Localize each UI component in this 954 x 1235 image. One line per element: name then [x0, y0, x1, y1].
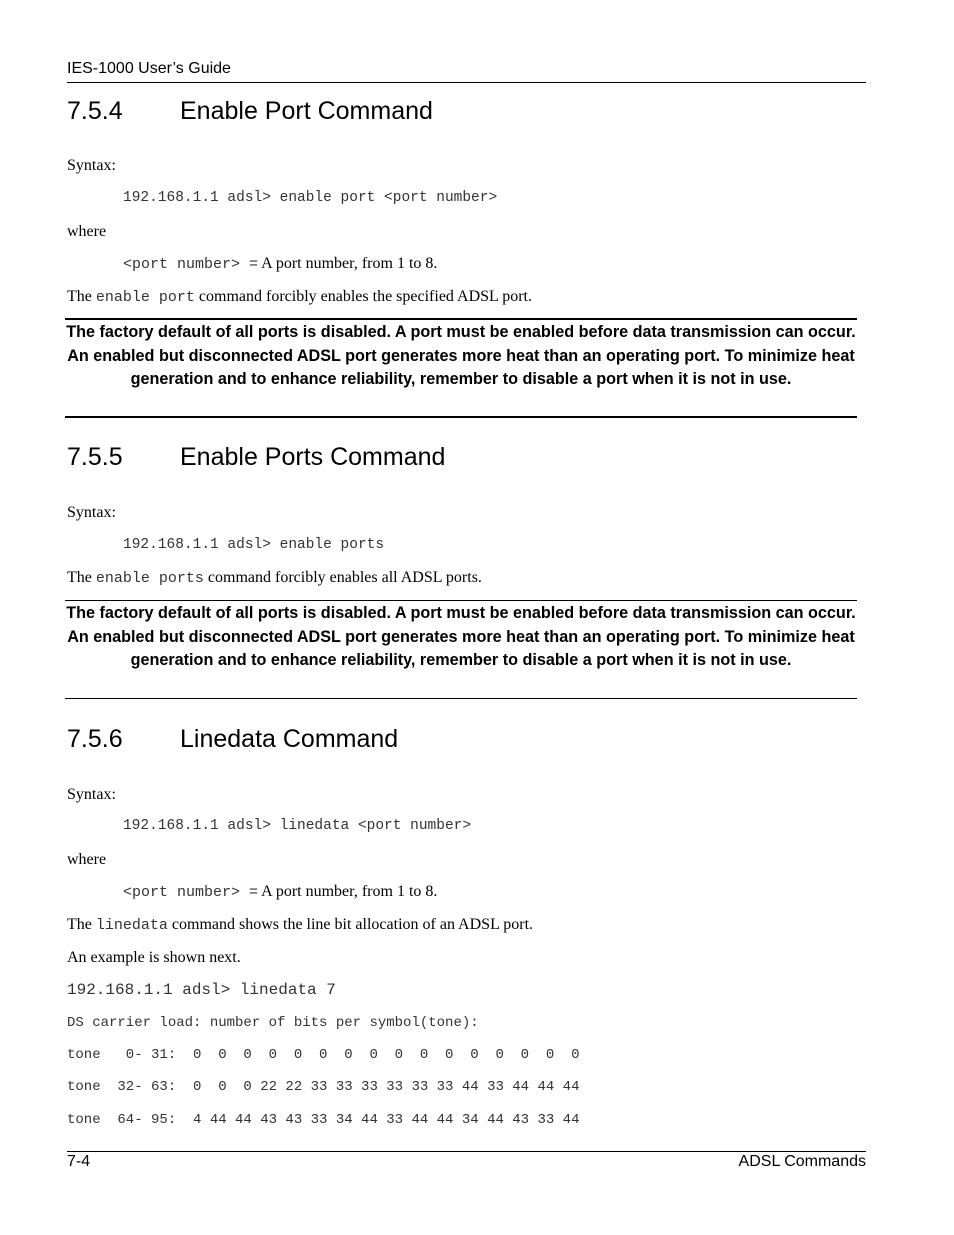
parameter-code: <port number> =: [123, 256, 259, 273]
description-prefix: The: [67, 288, 92, 305]
syntax-label: Syntax:: [67, 786, 116, 803]
chapter-name: ADSL Commands: [738, 1153, 866, 1170]
command-description: [67, 569, 482, 587]
parameter-description: A port number, from 1 to 8.: [261, 883, 438, 900]
command-name: linedata: [95, 917, 168, 934]
section-number: 7.5.5: [67, 443, 123, 471]
example-output-line: tone 32- 63: 0 0 0 22 22 33 33 33 33 33 33 44 33 44 44 44: [67, 1079, 580, 1095]
command-description: [67, 916, 533, 934]
syntax-code: 192.168.1.1 adsl> enable ports: [123, 537, 385, 553]
section-number: 7.5.6: [67, 725, 123, 753]
section-heading-enable-port: [67, 97, 867, 129]
header-rule: [67, 82, 866, 83]
description-text: command forcibly enables all ADSL ports.: [207, 569, 482, 586]
command-name: enable ports: [95, 570, 204, 587]
example-intro: An example is shown next.: [67, 949, 241, 966]
example-command: 192.168.1.1 adsl> linedata 7: [67, 981, 336, 999]
parameter-line: [123, 255, 437, 273]
command-description: [67, 288, 532, 306]
running-header: IES-1000 User’s Guide: [67, 60, 231, 77]
section-title: Linedata Command: [180, 725, 399, 753]
parameter-code: <port number> =: [123, 884, 259, 901]
syntax-code: 192.168.1.1 adsl> enable port <port number>: [123, 190, 498, 206]
note-box: The factory default of all ports is disabled. A port must be enabled before data transmission can occur. An enabled but disconnected ADSL port generates more heat than an operating port. To minimize heat generation and to enhance reliability, remember to disable a port when it is not in use.: [65, 318, 857, 418]
description-prefix: The: [67, 916, 92, 933]
description-text: command shows the line bit allocation of an ADSL port.: [171, 916, 534, 933]
parameter-line: [123, 883, 437, 901]
section-number: 7.5.4: [67, 97, 123, 125]
page-number: 7-4: [67, 1153, 91, 1170]
footer-rule: [67, 1151, 866, 1152]
command-name: enable port: [95, 289, 195, 306]
section-heading-linedata: [67, 725, 867, 757]
note-box: The factory default of all ports is disabled. A port must be enabled before data transmission can occur. An enabled but disconnected ADSL port generates more heat than an operating port. To minimize heat generation and to enhance reliability, remember to disable a port when it is not in use.: [65, 600, 857, 699]
description-text: command forcibly enables the specified ADSL port.: [198, 288, 532, 305]
section-title: Enable Ports Command: [180, 443, 446, 471]
syntax-code: 192.168.1.1 adsl> linedata <port number>: [123, 818, 472, 834]
example-output-line: tone 0- 31: 0 0 0 0 0 0 0 0 0 0 0 0 0 0 0 0: [67, 1047, 580, 1063]
example-output-line: DS carrier load: number of bits per symbol(tone):: [67, 1015, 479, 1031]
where-label: where: [67, 851, 107, 868]
syntax-label: Syntax:: [67, 157, 116, 174]
description-prefix: The: [67, 569, 92, 586]
example-output-line: tone 64- 95: 4 44 44 43 43 33 34 44 33 44 44 34 44 43 33 44: [67, 1112, 580, 1128]
section-title: Enable Port Command: [180, 97, 433, 125]
section-heading-enable-ports: [67, 443, 867, 475]
syntax-label: Syntax:: [67, 504, 116, 521]
where-label: where: [67, 223, 107, 240]
parameter-description: A port number, from 1 to 8.: [261, 255, 438, 272]
